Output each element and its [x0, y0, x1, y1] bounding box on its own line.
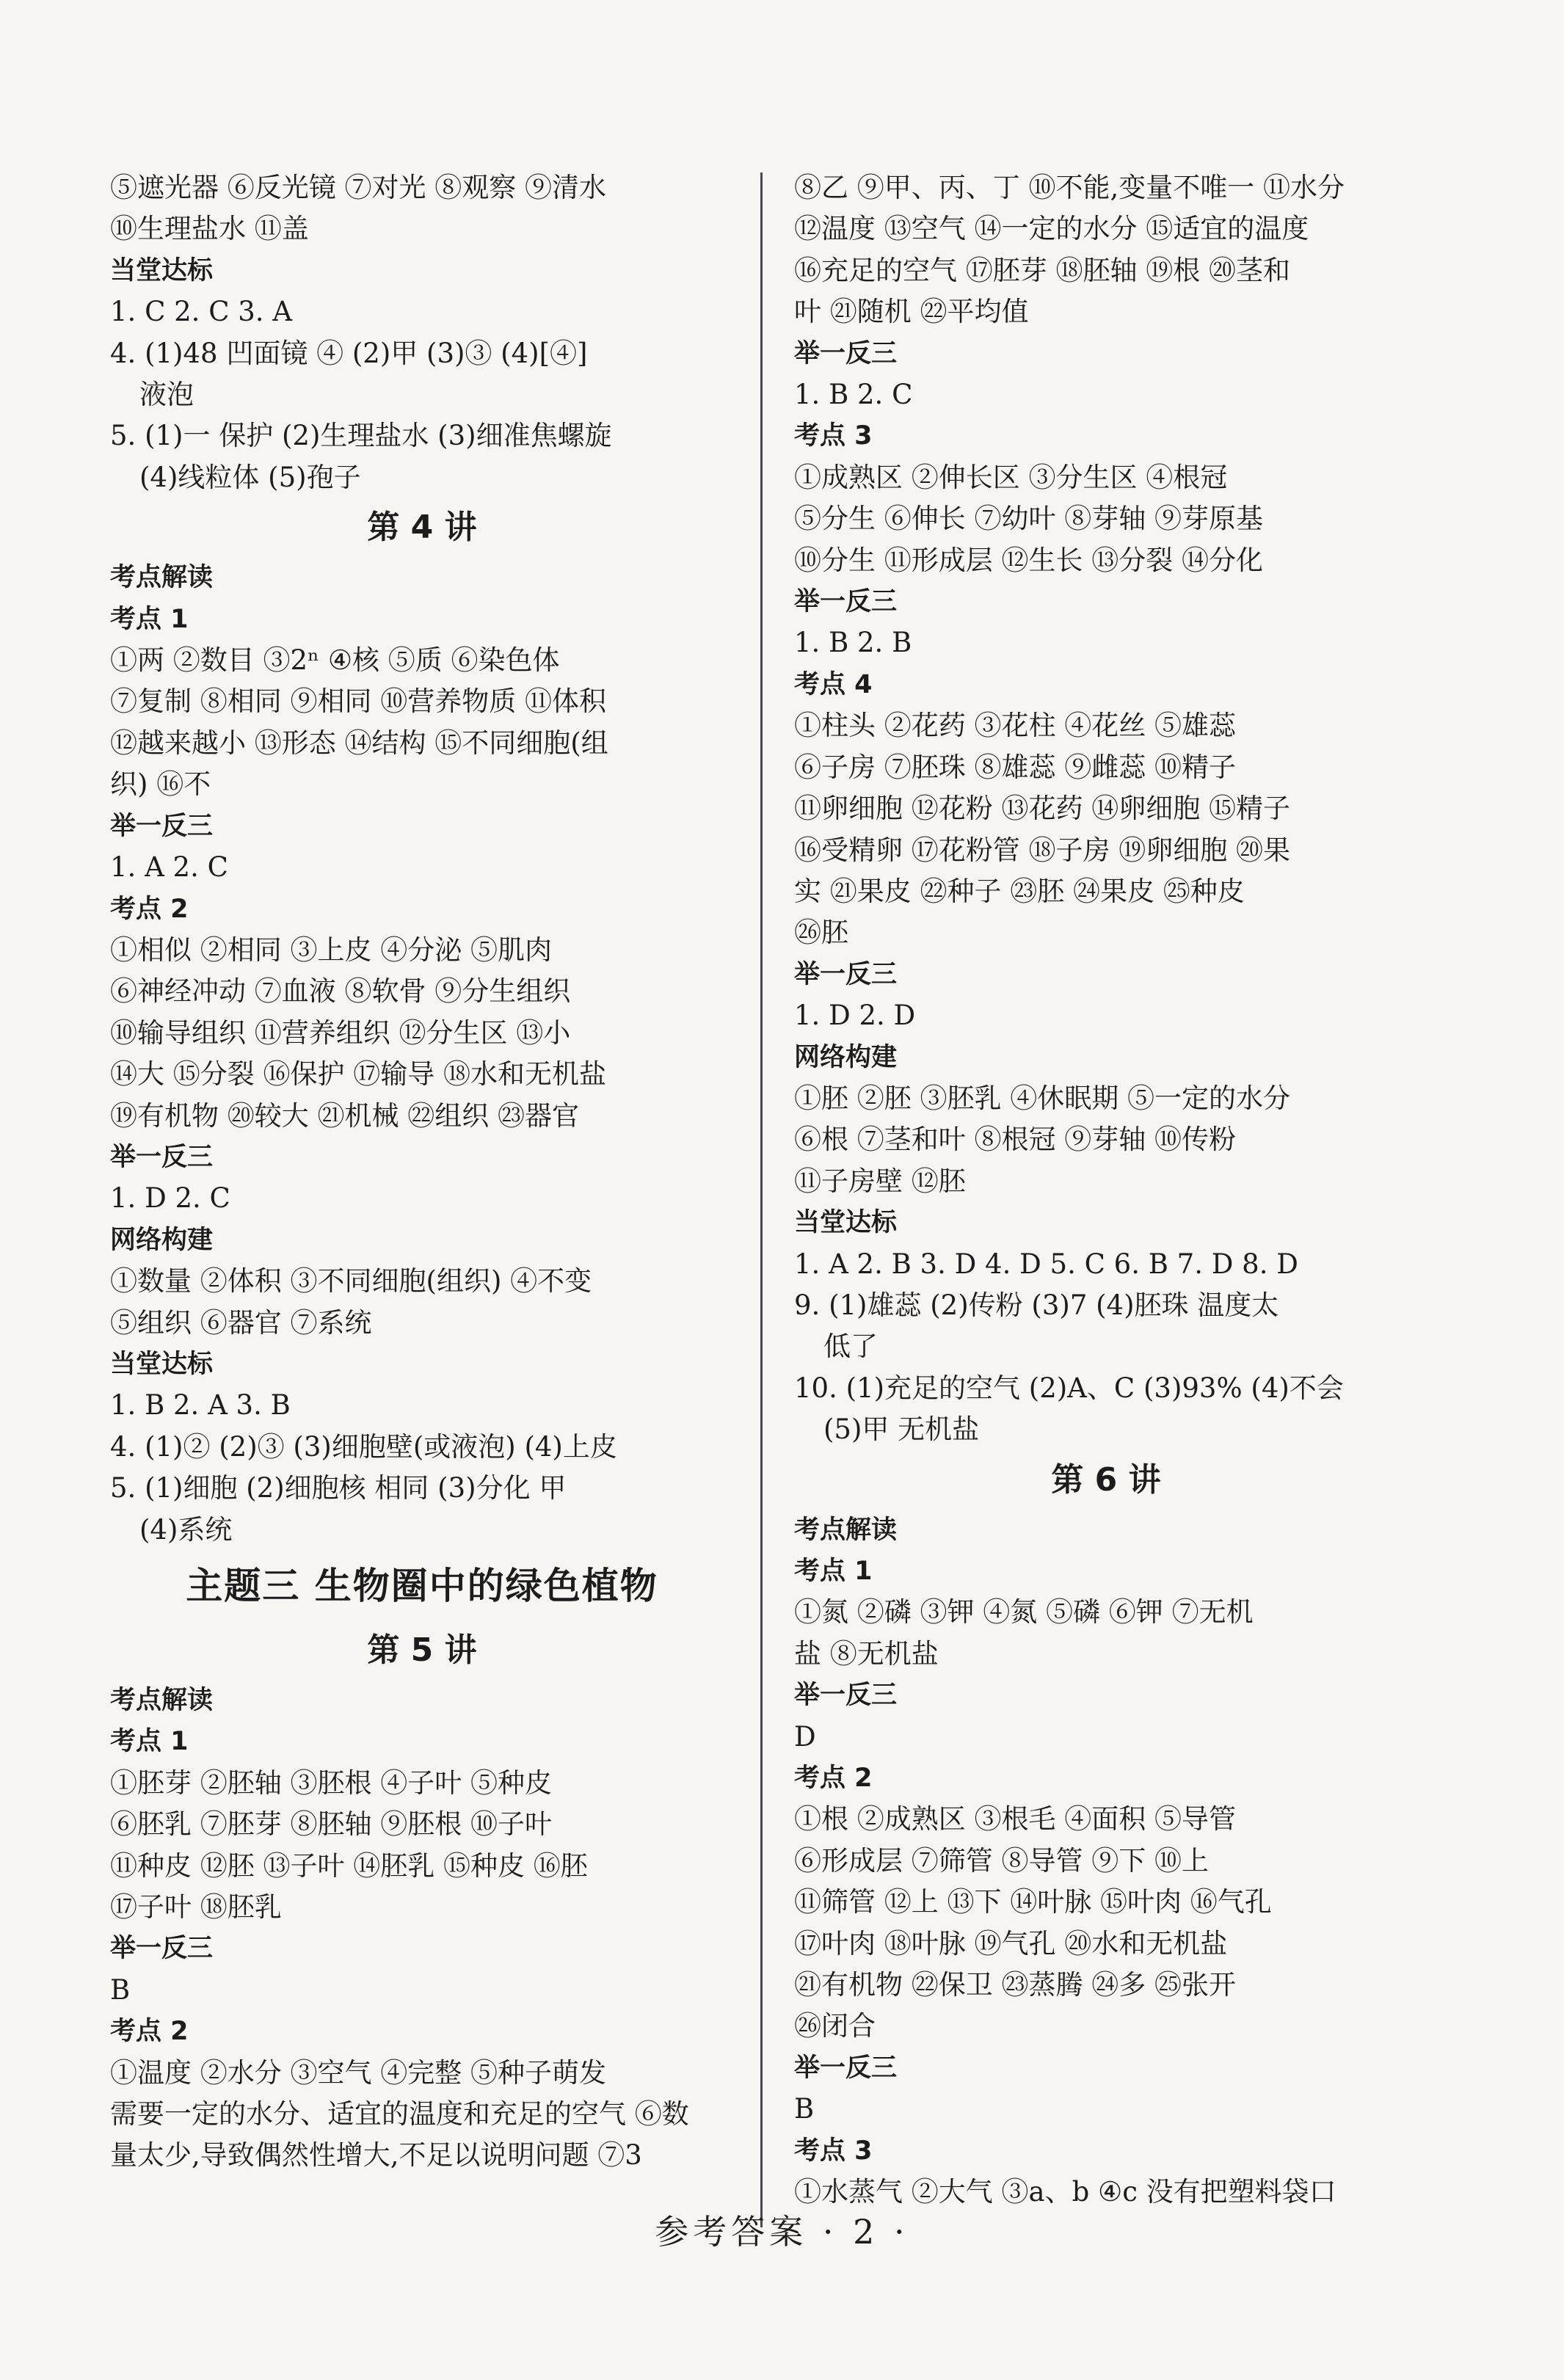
text-line: ⑧乙 ⑨甲、丙、丁 ⑩不能,变量不唯一 ⑪水分 — [794, 172, 1345, 203]
text-line-indented: (4)线粒体 (5)孢子 — [139, 461, 361, 493]
text-line: ⑫越来越小 ⑬形态 ⑭结构 ⑮不同细胞(组 — [110, 727, 608, 759]
text-line: 量太少,导致偶然性增大,不足以说明问题 ⑦3 — [110, 2139, 642, 2172]
page-footer: 参考答案 · 2 · — [655, 2212, 909, 2252]
section-heading: 举一反三 — [110, 1142, 214, 1172]
text-line: D — [794, 1720, 816, 1753]
text-line: ①胚芽 ②胚轴 ③胚根 ④子叶 ⑤种皮 — [110, 1766, 553, 1799]
text-line: ⑤分生 ⑥伸长 ⑦幼叶 ⑧芽轴 ⑨芽原基 — [794, 503, 1264, 535]
section-heading: 考点 2 — [110, 2017, 189, 2047]
section-heading: 举一反三 — [794, 2053, 898, 2083]
text-line: ⑪卵细胞 ⑫花粉 ⑬花药 ⑭卵细胞 ⑮精子 — [794, 793, 1291, 825]
section-heading: 考点 1 — [110, 604, 189, 634]
text-line: 1. D 2. D — [794, 1000, 916, 1032]
text-line: ㉖闭合 — [794, 2010, 876, 2042]
section-heading: 考点 2 — [794, 1764, 873, 1794]
text-line-indented: (5)甲 无机盐 — [823, 1413, 980, 1446]
text-line: ㉖胚 — [794, 917, 848, 949]
text-line: ⑩分生 ⑪形成层 ⑫生长 ⑬分裂 ⑭分化 — [794, 544, 1264, 576]
text-line-indented: 液泡 — [139, 379, 194, 411]
text-line: ①氮 ②磷 ③钾 ④氮 ⑤磷 ⑥钾 ⑦无机 — [794, 1596, 1254, 1628]
column-divider — [760, 172, 763, 2227]
text-line: ⑫温度 ⑬空气 ⑭一定的水分 ⑮适宜的温度 — [794, 213, 1309, 245]
text-line: ⑰子叶 ⑱胚乳 — [110, 1891, 282, 1924]
text-line: ①温度 ②水分 ③空气 ④完整 ⑤种子萌发 — [110, 2056, 607, 2089]
text-line: 1. B 2. A 3. B — [110, 1389, 291, 1422]
section-heading: 考点 1 — [794, 1557, 873, 1586]
text-line: 1. C 2. C 3. A — [110, 296, 293, 328]
section-heading: 考点解读 — [794, 1515, 898, 1545]
text-line: 需要一定的水分、适宜的温度和充足的空气 ⑥数 — [110, 2098, 689, 2130]
text-line: ⑥子房 ⑦胚珠 ⑧雄蕊 ⑨雌蕊 ⑩精子 — [794, 751, 1237, 783]
text-line: 叶 ㉑随机 ㉒平均值 — [794, 296, 1029, 328]
text-line: ⑥神经冲动 ⑦血液 ⑧软骨 ⑨分生组织 — [110, 975, 571, 1008]
text-line: 5. (1)细胞 (2)细胞核 相同 (3)分化 甲 — [110, 1472, 567, 1504]
section-heading: 考点 2 — [110, 894, 189, 924]
text-line: B — [794, 2093, 815, 2125]
text-line: ⑰叶肉 ⑱叶脉 ⑲气孔 ⑳水和无机盐 — [794, 1927, 1228, 1959]
text-line: ⑥胚乳 ⑦胚芽 ⑧胚轴 ⑨胚根 ⑩子叶 — [110, 1808, 553, 1841]
text-line: 4. (1)② (2)③ (3)细胞壁(或液泡) (4)上皮 — [110, 1430, 617, 1463]
section-heading: 考点解读 — [110, 1686, 214, 1715]
text-line: 5. (1)一 保护 (2)生理盐水 (3)细准焦螺旋 — [110, 420, 612, 452]
section-heading: 考点解读 — [110, 563, 214, 593]
text-line: 1. D 2. C — [110, 1182, 230, 1215]
section-heading: 考点 4 — [794, 669, 873, 699]
text-line: 实 ㉑果皮 ㉒种子 ㉓胚 ㉔果皮 ㉕种皮 — [794, 875, 1245, 907]
text-line: 1. A 2. B 3. D 4. D 5. C 6. B 7. D 8. D — [794, 1248, 1298, 1280]
text-line: ①成熟区 ②伸长区 ③分生区 ④根冠 — [794, 461, 1228, 493]
text-line-indented: 低了 — [823, 1331, 878, 1363]
text-line: ①数量 ②体积 ③不同细胞(组织) ④不变 — [110, 1265, 592, 1298]
left-column — [110, 167, 734, 2177]
text-line: ①柱头 ②花药 ③花柱 ④花丝 ⑤雄蕊 — [794, 710, 1237, 742]
text-line: ㉑有机物 ㉒保卫 ㉓蒸腾 ㉔多 ㉕张开 — [794, 1969, 1237, 2001]
text-line: ⑩输导组织 ⑪营养组织 ⑫分生区 ⑬小 — [110, 1016, 571, 1049]
lecture-title: 第 4 讲 — [367, 509, 477, 547]
text-line: 1. B 2. C — [794, 379, 913, 411]
text-line: ①水蒸气 ②大气 ③a、b ④c 没有把塑料袋口 — [794, 2176, 1336, 2208]
section-heading: 举一反三 — [794, 1681, 898, 1711]
text-line: ⑤遮光器 ⑥反光镜 ⑦对光 ⑧观察 ⑨清水 — [110, 172, 607, 203]
text-line: 10. (1)充足的空气 (2)A、C (3)93% (4)不会 — [794, 1372, 1344, 1404]
section-heading: 网络构建 — [794, 1042, 898, 1072]
text-line: ⑥形成层 ⑦筛管 ⑧导管 ⑨下 ⑩上 — [794, 1844, 1210, 1877]
text-line: ⑪种皮 ⑫胚 ⑬子叶 ⑭胚乳 ⑮种皮 ⑯胚 — [110, 1849, 588, 1882]
right-column — [794, 167, 1418, 2213]
text-line: ⑤组织 ⑥器官 ⑦系统 — [110, 1306, 372, 1339]
text-line: 9. (1)雄蕊 (2)传粉 (3)7 (4)胚珠 温度太 — [794, 1289, 1279, 1321]
text-line-indented: (4)系统 — [139, 1513, 233, 1546]
text-line: ⑯充足的空气 ⑰胚芽 ⑱胚轴 ⑲根 ⑳茎和 — [794, 254, 1291, 286]
text-line: B — [110, 1973, 131, 2006]
text-line: ①两 ②数目 ③2ⁿ ④核 ⑤质 ⑥染色体 — [110, 644, 560, 677]
text-line: ⑥根 ⑦茎和叶 ⑧根冠 ⑨芽轴 ⑩传粉 — [794, 1124, 1237, 1156]
section-heading: 举一反三 — [794, 587, 898, 617]
topic-title: 主题三 生物圈中的绿色植物 — [186, 1565, 658, 1607]
text-line: ⑪筛管 ⑫上 ⑬下 ⑭叶脉 ⑮叶肉 ⑯气孔 — [794, 1886, 1272, 1918]
section-heading: 举一反三 — [794, 338, 898, 368]
section-heading: 举一反三 — [110, 811, 214, 841]
section-heading: 考点 3 — [794, 421, 873, 451]
section-heading: 举一反三 — [794, 959, 898, 989]
text-line: ⑦复制 ⑧相同 ⑨相同 ⑩营养物质 ⑪体积 — [110, 685, 607, 718]
section-heading: 考点 3 — [794, 2136, 873, 2166]
section-heading: 考点 1 — [110, 1727, 189, 1757]
text-line: ⑲有机物 ⑳较大 ㉑机械 ㉒组织 ㉓器官 — [110, 1099, 580, 1132]
text-line: 4. (1)48 凹面镜 ④ (2)甲 (3)③ (4)[④] — [110, 337, 588, 369]
section-heading: 网络构建 — [110, 1225, 214, 1255]
section-heading: 举一反三 — [110, 1934, 214, 1964]
section-heading: 当堂达标 — [110, 1349, 214, 1379]
text-line: 织) ⑯不 — [110, 768, 211, 801]
section-heading: 当堂达标 — [110, 255, 214, 285]
text-line: 盐 ⑧无机盐 — [794, 1637, 939, 1670]
text-line: 1. A 2. C — [110, 851, 228, 884]
lecture-title: 第 5 讲 — [367, 1631, 477, 1669]
text-line: ①相似 ②相同 ③上皮 ④分泌 ⑤肌肉 — [110, 934, 553, 966]
section-heading: 当堂达标 — [794, 1208, 898, 1238]
lecture-title: 第 6 讲 — [1051, 1460, 1161, 1499]
text-line: 1. B 2. B — [794, 627, 912, 659]
text-line: ⑯受精卵 ⑰花粉管 ⑱子房 ⑲卵细胞 ⑳果 — [794, 834, 1291, 866]
text-line: ①胚 ②胚 ③胚乳 ④休眠期 ⑤一定的水分 — [794, 1082, 1291, 1114]
text-line: ①根 ②成熟区 ③根毛 ④面积 ⑤导管 — [794, 1803, 1237, 1835]
text-line: ⑩生理盐水 ⑪盖 — [110, 213, 309, 245]
text-line: ⑪子房壁 ⑫胚 — [794, 1165, 966, 1197]
text-line: ⑭大 ⑮分裂 ⑯保护 ⑰输导 ⑱水和无机盐 — [110, 1058, 607, 1091]
